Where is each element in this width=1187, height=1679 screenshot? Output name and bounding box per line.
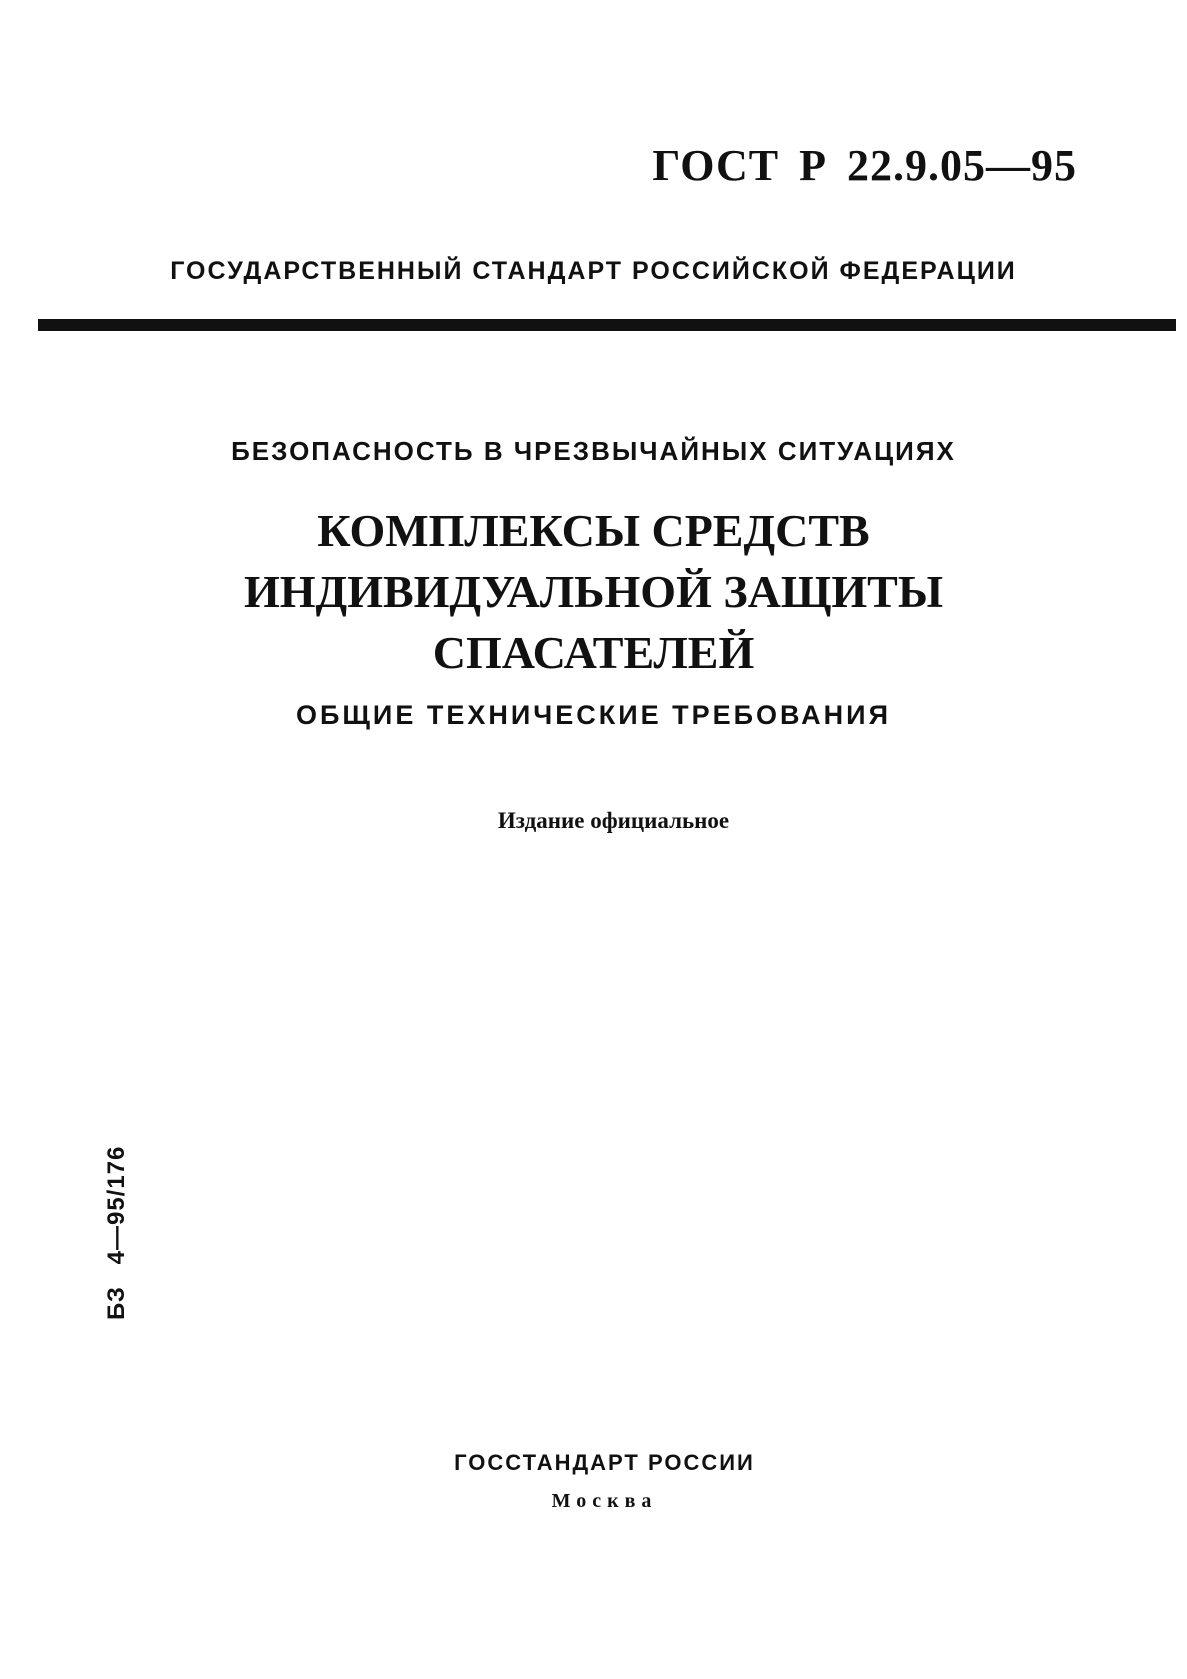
title-line: КОМПЛЕКСЫ СРЕДСТВ xyxy=(317,505,870,556)
side-catalog-code: БЗ 4—95/176 xyxy=(103,1145,130,1320)
header-divider xyxy=(38,319,1176,331)
publisher-name: ГОССТАНДАРТ РОССИИ xyxy=(454,1450,755,1475)
series-title: БЕЗОПАСНОСТЬ В ЧРЕЗВЫЧАЙНЫХ СИТУАЦИЯХ xyxy=(231,436,956,466)
edition-label: Издание официальное xyxy=(497,808,730,833)
publisher-city: Москва xyxy=(551,1490,658,1512)
document-subtitle: ОБЩИЕ ТЕХНИЧЕСКИЕ ТРЕБОВАНИЯ xyxy=(295,700,891,730)
authority-header: ГОСУДАРСТВЕННЫЙ СТАНДАРТ РОССИЙСКОЙ ФЕДЕРАЦИИ xyxy=(170,257,1017,285)
standard-number: ГОСТ Р 22.9.05—95 xyxy=(652,141,1077,190)
document-title xyxy=(0,500,1187,683)
title-line: ИНДИВИДУАЛЬНОЙ ЗАЩИТЫ xyxy=(243,566,944,617)
title-line: СПАСАТЕЛЕЙ xyxy=(432,627,755,678)
